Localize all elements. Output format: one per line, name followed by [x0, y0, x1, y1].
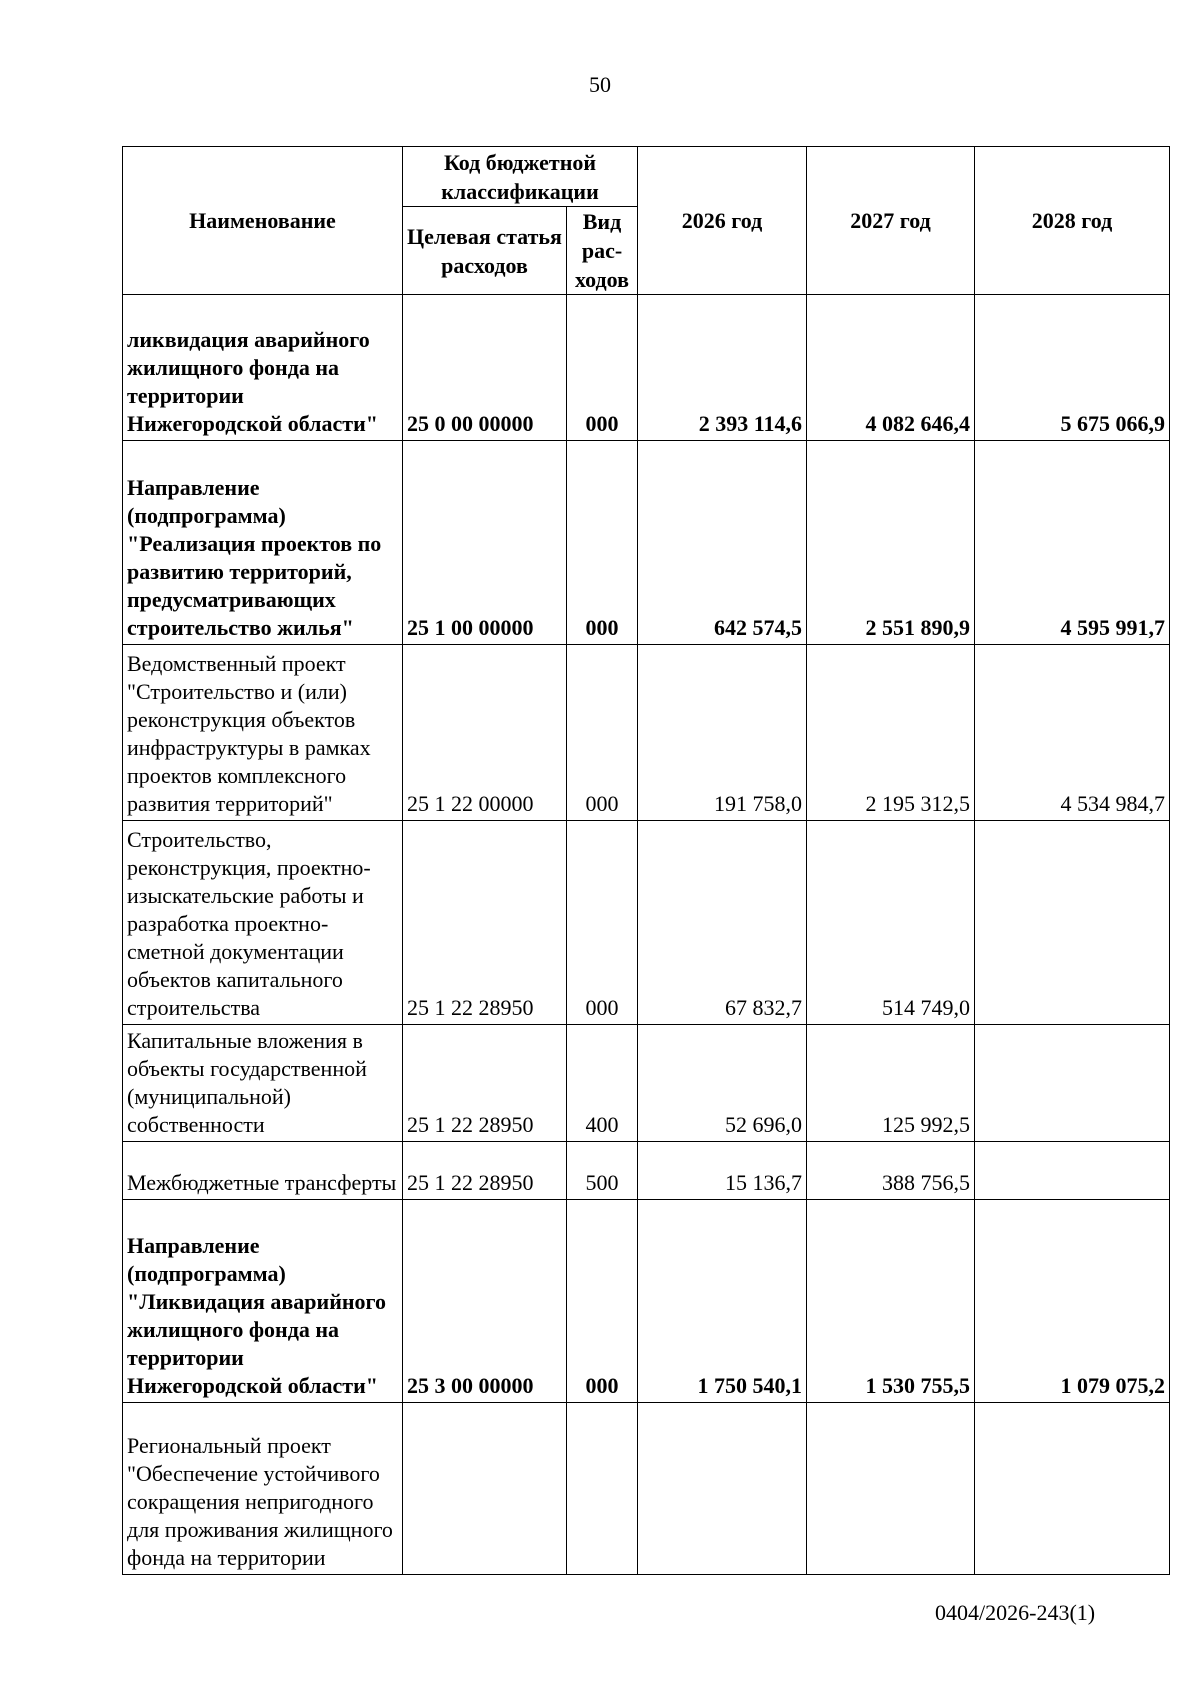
- table-row: [123, 1025, 1170, 1142]
- row-2027: 1 530 755,5: [807, 1200, 975, 1403]
- table-row: [123, 1200, 1170, 1403]
- row-2027: [807, 1403, 975, 1575]
- row-2028: [975, 1025, 1170, 1142]
- row-2028: [975, 1403, 1170, 1575]
- row-name: Направление (подпрограмма) "Ликвидация аварийного жилищного фонда на территории Нижегородской области": [123, 1200, 403, 1403]
- row-name: Региональный проект "Обеспечение устойчивого сокращения непригодного для проживания жилищного фонда на территории: [123, 1403, 403, 1575]
- table-row: [123, 821, 1170, 1025]
- row-expense-kind: 000: [567, 441, 638, 645]
- row-2027: 2 551 890,9: [807, 441, 975, 645]
- row-2028: [975, 821, 1170, 1025]
- header-2028: 2028 год: [975, 147, 1170, 295]
- row-target-code: 25 1 00 00000: [403, 441, 567, 645]
- row-name: Ведомственный проект "Строительство и (или) реконструкция объектов инфраструктуры в рамках проектов комплексного развития территорий": [123, 645, 403, 821]
- table-row: [123, 645, 1170, 821]
- row-name: Капитальные вложения в объекты государственной (муниципальной) собственности: [123, 1025, 403, 1142]
- row-2028: 4 595 991,7: [975, 441, 1170, 645]
- row-2026: 15 136,7: [638, 1142, 807, 1200]
- row-name: ликвидация аварийного жилищного фонда на территории Нижегородской области": [123, 295, 403, 441]
- row-expense-kind: 000: [567, 1200, 638, 1403]
- row-name: Направление (подпрограмма) "Реализация проектов по развитию территорий, предусматривающих строительство жилья": [123, 441, 403, 645]
- row-2026: 2 393 114,6: [638, 295, 807, 441]
- row-target-code: 25 1 22 00000: [403, 645, 567, 821]
- table-row: [123, 441, 1170, 645]
- table-row: [123, 295, 1170, 441]
- row-2027: 388 756,5: [807, 1142, 975, 1200]
- row-2028: [975, 1142, 1170, 1200]
- row-expense-kind: 000: [567, 821, 638, 1025]
- row-name: Межбюджетные трансферты: [123, 1142, 403, 1200]
- row-2027: 125 992,5: [807, 1025, 975, 1142]
- header-expense-kind: Вид рас-ходов: [567, 207, 638, 295]
- row-name: Строительство, реконструкция, проектно-изыскательские работы и разработка проектно-сметной документации объектов капитального строительства: [123, 821, 403, 1025]
- header-2027: 2027 год: [807, 147, 975, 295]
- row-2028: 4 534 984,7: [975, 645, 1170, 821]
- table-header: [123, 147, 1170, 295]
- row-2026: 191 758,0: [638, 645, 807, 821]
- row-expense-kind: 400: [567, 1025, 638, 1142]
- row-2026: 67 832,7: [638, 821, 807, 1025]
- row-target-code: [403, 1403, 567, 1575]
- row-target-code: 25 1 22 28950: [403, 821, 567, 1025]
- row-target-code: 25 3 00 00000: [403, 1200, 567, 1403]
- table-row: [123, 1142, 1170, 1200]
- row-2028: 5 675 066,9: [975, 295, 1170, 441]
- header-2026: 2026 год: [638, 147, 807, 295]
- page-number: 50: [589, 72, 611, 97]
- row-2026: [638, 1403, 807, 1575]
- row-target-code: 25 1 22 28950: [403, 1025, 567, 1142]
- document-code: 0404/2026-243(1): [935, 1600, 1096, 1625]
- budget-table: [122, 146, 1170, 1575]
- row-2026: 642 574,5: [638, 441, 807, 645]
- row-2027: 2 195 312,5: [807, 645, 975, 821]
- table-row: [123, 1403, 1170, 1575]
- header-kbk: Код бюджетной классификации: [403, 147, 638, 207]
- row-2026: 52 696,0: [638, 1025, 807, 1142]
- row-expense-kind: 000: [567, 645, 638, 821]
- header-name: Наименование: [123, 147, 403, 295]
- row-target-code: 25 1 22 28950: [403, 1142, 567, 1200]
- header-target-article: Целевая статья расходов: [403, 207, 567, 295]
- row-expense-kind: 500: [567, 1142, 638, 1200]
- row-2027: 4 082 646,4: [807, 295, 975, 441]
- row-target-code: 25 0 00 00000: [403, 295, 567, 441]
- row-expense-kind: 000: [567, 295, 638, 441]
- row-expense-kind: [567, 1403, 638, 1575]
- row-2027: 514 749,0: [807, 821, 975, 1025]
- row-2028: 1 079 075,2: [975, 1200, 1170, 1403]
- row-2026: 1 750 540,1: [638, 1200, 807, 1403]
